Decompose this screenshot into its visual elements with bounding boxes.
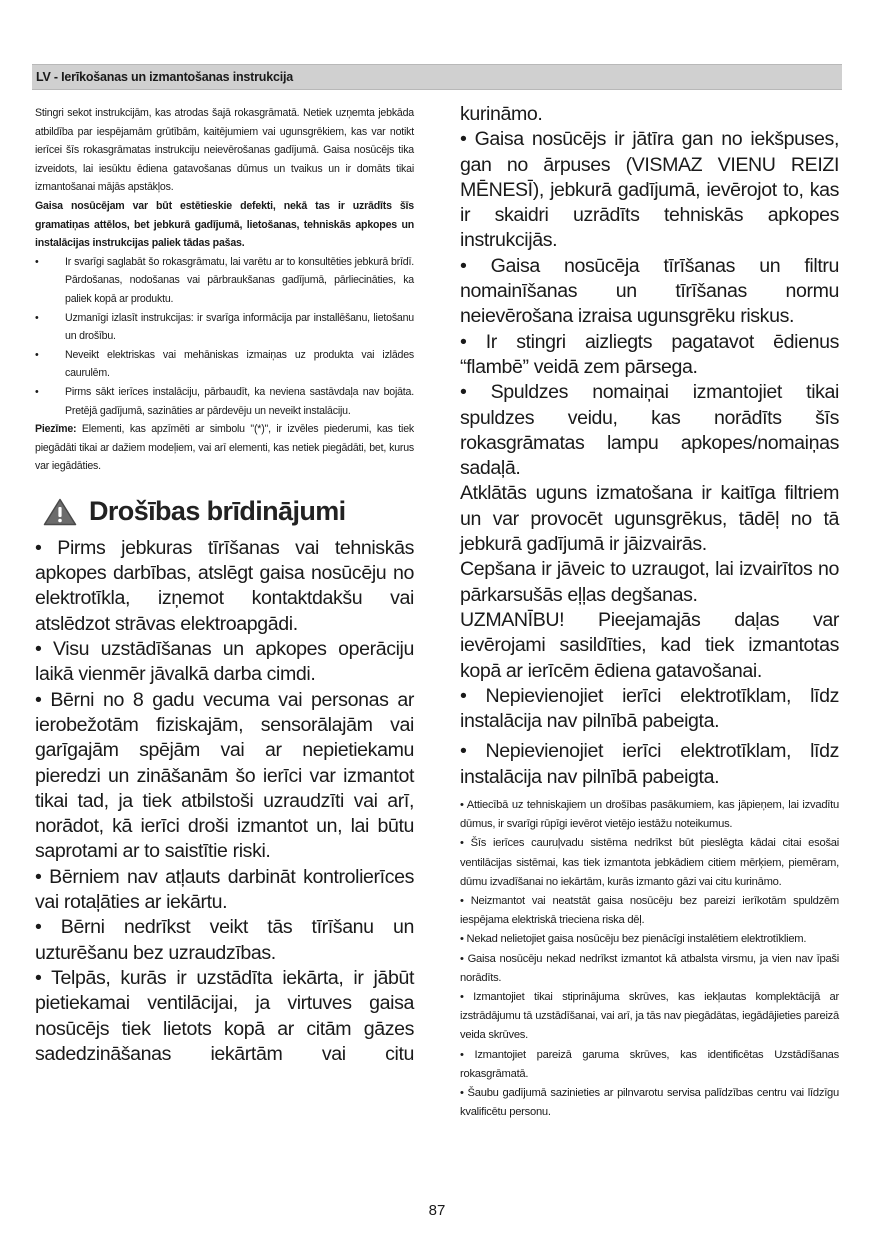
bullet-dot: •	[35, 255, 39, 268]
safety-note: • Attiecībā uz tehniskajiem un drošības pasākumiem, kas jāpieņem, lai izvadītu dūmus, ir svarīgi rūpīgi ievērot vietējo iestāžu noteikumus.	[460, 799, 839, 831]
safety-note: • Šaubu gadījumā sazinieties ar pilnvarotu servisa palīdzības centru vai līdzīgu kvalificētu personu.	[460, 1087, 839, 1119]
note-text: Elementi, kas apzīmēti ar simbolu "(*)", ir izvēles piederumi, kas tiek piegādāti tikai ar dažiem modeļiem, vai arī elementi, kas netiek piegādāti, bet, kurus var iegādāties.	[35, 423, 414, 473]
warning-item: • Spuldzes nomaiņai izmantojiet tikai spuldzes veidu, kas norādīts šīs rokasgrāmatas lampu apkopes/nomaiņas sadaļā.	[460, 381, 839, 480]
warning-item: • Bērni nedrīkst veikt tās tīrīšanu un uzturēšanu bez uzraudzības.	[35, 916, 414, 964]
list-item: • Uzmanīgi izlasīt instrukcijas: ir svarīga informācija par installēšanu, lietošanu un drošību.	[35, 309, 414, 346]
safety-note: • Izmantojiet tikai stiprinājuma skrūves, kas iekļautas komplektācijā ar izstrādājumu tā uzstādīšanai, vai arī, ja tās nav piegādātas, iegādājieties pareizā veida skrūves.	[460, 991, 839, 1042]
warning-item: Atklātās uguns izmatošana ir kaitīga filtriem un var provocēt ugunsgrēkus, tādēļ no tā jebkurā gadījumā ir jāizvairās.	[460, 482, 839, 556]
note-label: Piezīme:	[35, 423, 77, 436]
list-item: • Pirms sākt ierīces instalāciju, pārbaudīt, ka neviena sastāvdaļa nav bojāta. Pretējā gadījumā, sazināties ar pārdevēju un neveikt instalāciju.	[35, 383, 414, 420]
safety-note: • Izmantojiet pareizā garuma skrūves, kas identificētas Uzstādīšanas rokasgrāmatā.	[460, 1048, 839, 1080]
left-column	[35, 104, 414, 1067]
warning-item: • Telpās, kurās ir uzstādīta iekārta, ir jābūt pietiekamai ventilācijai, ja virtuves gaisa nosūcējs tiek lietots kopā ar citām gāzes sadedzināšanas iekārtām vai citu	[35, 966, 414, 1065]
list-item: • Ir svarīgi saglabāt šo rokasgrāmatu, lai varētu ar to konsultēties jebkurā brīdī. Pārdošanas, nodošanas vai pārbraukšanas gadījumā, pārliecināties, ka paliek kopā ar produktu.	[35, 253, 414, 309]
section-header-title: LV - Ierīkošanas un izmantošanas instrukcija	[36, 70, 294, 84]
warning-item: Cepšana ir jāveic to uzraugot, lai izvairītos no pārkarsušās eļļas degšanas.	[460, 558, 839, 606]
bullet-dot: •	[35, 385, 39, 398]
list-item: • Neveikt elektriskas vai mehāniskas izmaiņas uz produkta vai izlādes caurulēm.	[35, 346, 414, 383]
warning-item: • Pirms jebkuras tīrīšanas vai tehniskās apkopes darbības, atslēgt gaisa nosūcēju no elektrotīkla, izņemot kontaktdakšu vai atslēdzot strāvas elektroapgādi.	[35, 536, 414, 635]
warning-triangle-icon	[43, 498, 77, 526]
right-column	[460, 102, 839, 1122]
warning-continuation: kurināmo.	[460, 103, 543, 125]
warning-item: • Bērniem nav atļauts darbināt kontrolierīces vai rotaļāties ar iekārtu.	[35, 865, 414, 914]
warning-item: UZMANĪBU! Pieejamajās daļas var ievērojami sasildīties, kad tiek izmantotas kopā ar ierīcēm ēdiena gatavošanai.	[460, 608, 839, 682]
page-number: 87	[428, 1202, 446, 1219]
intro-bullet-list	[35, 253, 414, 420]
warning-item: • Nepievienojiet ierīci elektrotīklam, līdz instalācija nav pilnībā pabeigta.	[460, 684, 839, 733]
warning-item: • Bērni no 8 gadu vecuma vai personas ar ierobežotām fiziskajām, sensorālajām vai garīgajām spējām vai ar nepietiekamu pieredzi un zināšanām šo ierīci var izmantot tikai tad, ja tiek atbilstoši uzraudzīti vai arī, norādot, kā ierīci droši izmantot un, lai būtu saprotami ar to saistītie riski.	[35, 688, 414, 863]
safety-note: • Gaisa nosūcēju nekad nedrīkst izmantot kā atbalsta virsmu, ja vien nav īpaši norādīts.	[460, 952, 839, 984]
warning-item: • Visu uzstādīšanas un apkopes operāciju laikā vienmēr jāvalkā darba cimdi.	[35, 638, 414, 686]
warning-item: • Gaisa nosūcēja tīrīšanas un filtru nomainīšanas un tīrīšanas normu neievērošana izraisa ugunsgrēku riskus.	[460, 254, 839, 328]
bold-note: Gaisa nosūcējam var būt estētieskie defekti, nekā tas ir uzrādīts šīs gramatiņas attēlos, bet jebkurā gadījumā, lietošanas, tehniskās apkopes un instalācijas instrukcijas paliek tādas pašas.	[35, 199, 414, 250]
safety-note: • Nekad nelietojiet gaisa nosūcēju bez pienācīgi instalētiem elektrotīkliem.	[460, 933, 807, 946]
warning-item: • Ir stingri aizliegts pagatavot ēdienus “flambē” veidā zem pārsega.	[460, 330, 839, 378]
bullet-dot: •	[35, 348, 39, 361]
safety-note: • Šīs ierīces cauruļvadu sistēma nedrīkst būt pieslēgta kādai citai esošai ventilācijas sistēmai, kas tiek izmantota jebkādiem citiem mērķiem, piemēram, dūmu izvadīšanai no iekārtām, kurās izmanto gāzi vai citu kurināmo.	[460, 837, 839, 888]
intro-paragraph: Stingri sekot instrukcijām, kas atrodas šajā rokasgrāmatā. Netiek uzņemta jebkāda atbildība par iespējamām grūtībām, kaitējumiem vai ugunsgrēkiem, kas var notikt ierīcei šīs rokasgrāmatas instrukciju neievērošanas gadījumā. Gaisa nosūcējs tika izveidots, lai iesūktu ēdiena gatavošanas dūmus un tvaikus un ir domāts tikai izmantošanai mājās apstākļos.	[35, 107, 414, 194]
warning-item: • Nepievienojiet ierīci elektrotīklam, līdz instalācija nav pilnībā pabeigta.	[460, 740, 839, 788]
warning-title: Drošības brīdinājumi	[89, 496, 346, 527]
note-paragraph	[35, 420, 414, 476]
safety-note: • Neizmantot vai neatstāt gaisa nosūcēju bez pareizi ierīkotām spuldzēm iespējama elektriskā trieciena riska dēļ.	[460, 895, 839, 927]
section-header-bar	[32, 64, 842, 90]
warning-item: • Gaisa nosūcējs ir jātīra gan no iekšpuses, gan no ārpuses (VISMAZ VIENU REIZI MĒNESĪ), jebkurā gadījumā, ievērojot to, kas ir skaidri uzrādīts tehniskās apkopes instrukcijās.	[460, 128, 839, 252]
bullet-dot: •	[35, 311, 39, 324]
warning-heading	[35, 492, 414, 532]
